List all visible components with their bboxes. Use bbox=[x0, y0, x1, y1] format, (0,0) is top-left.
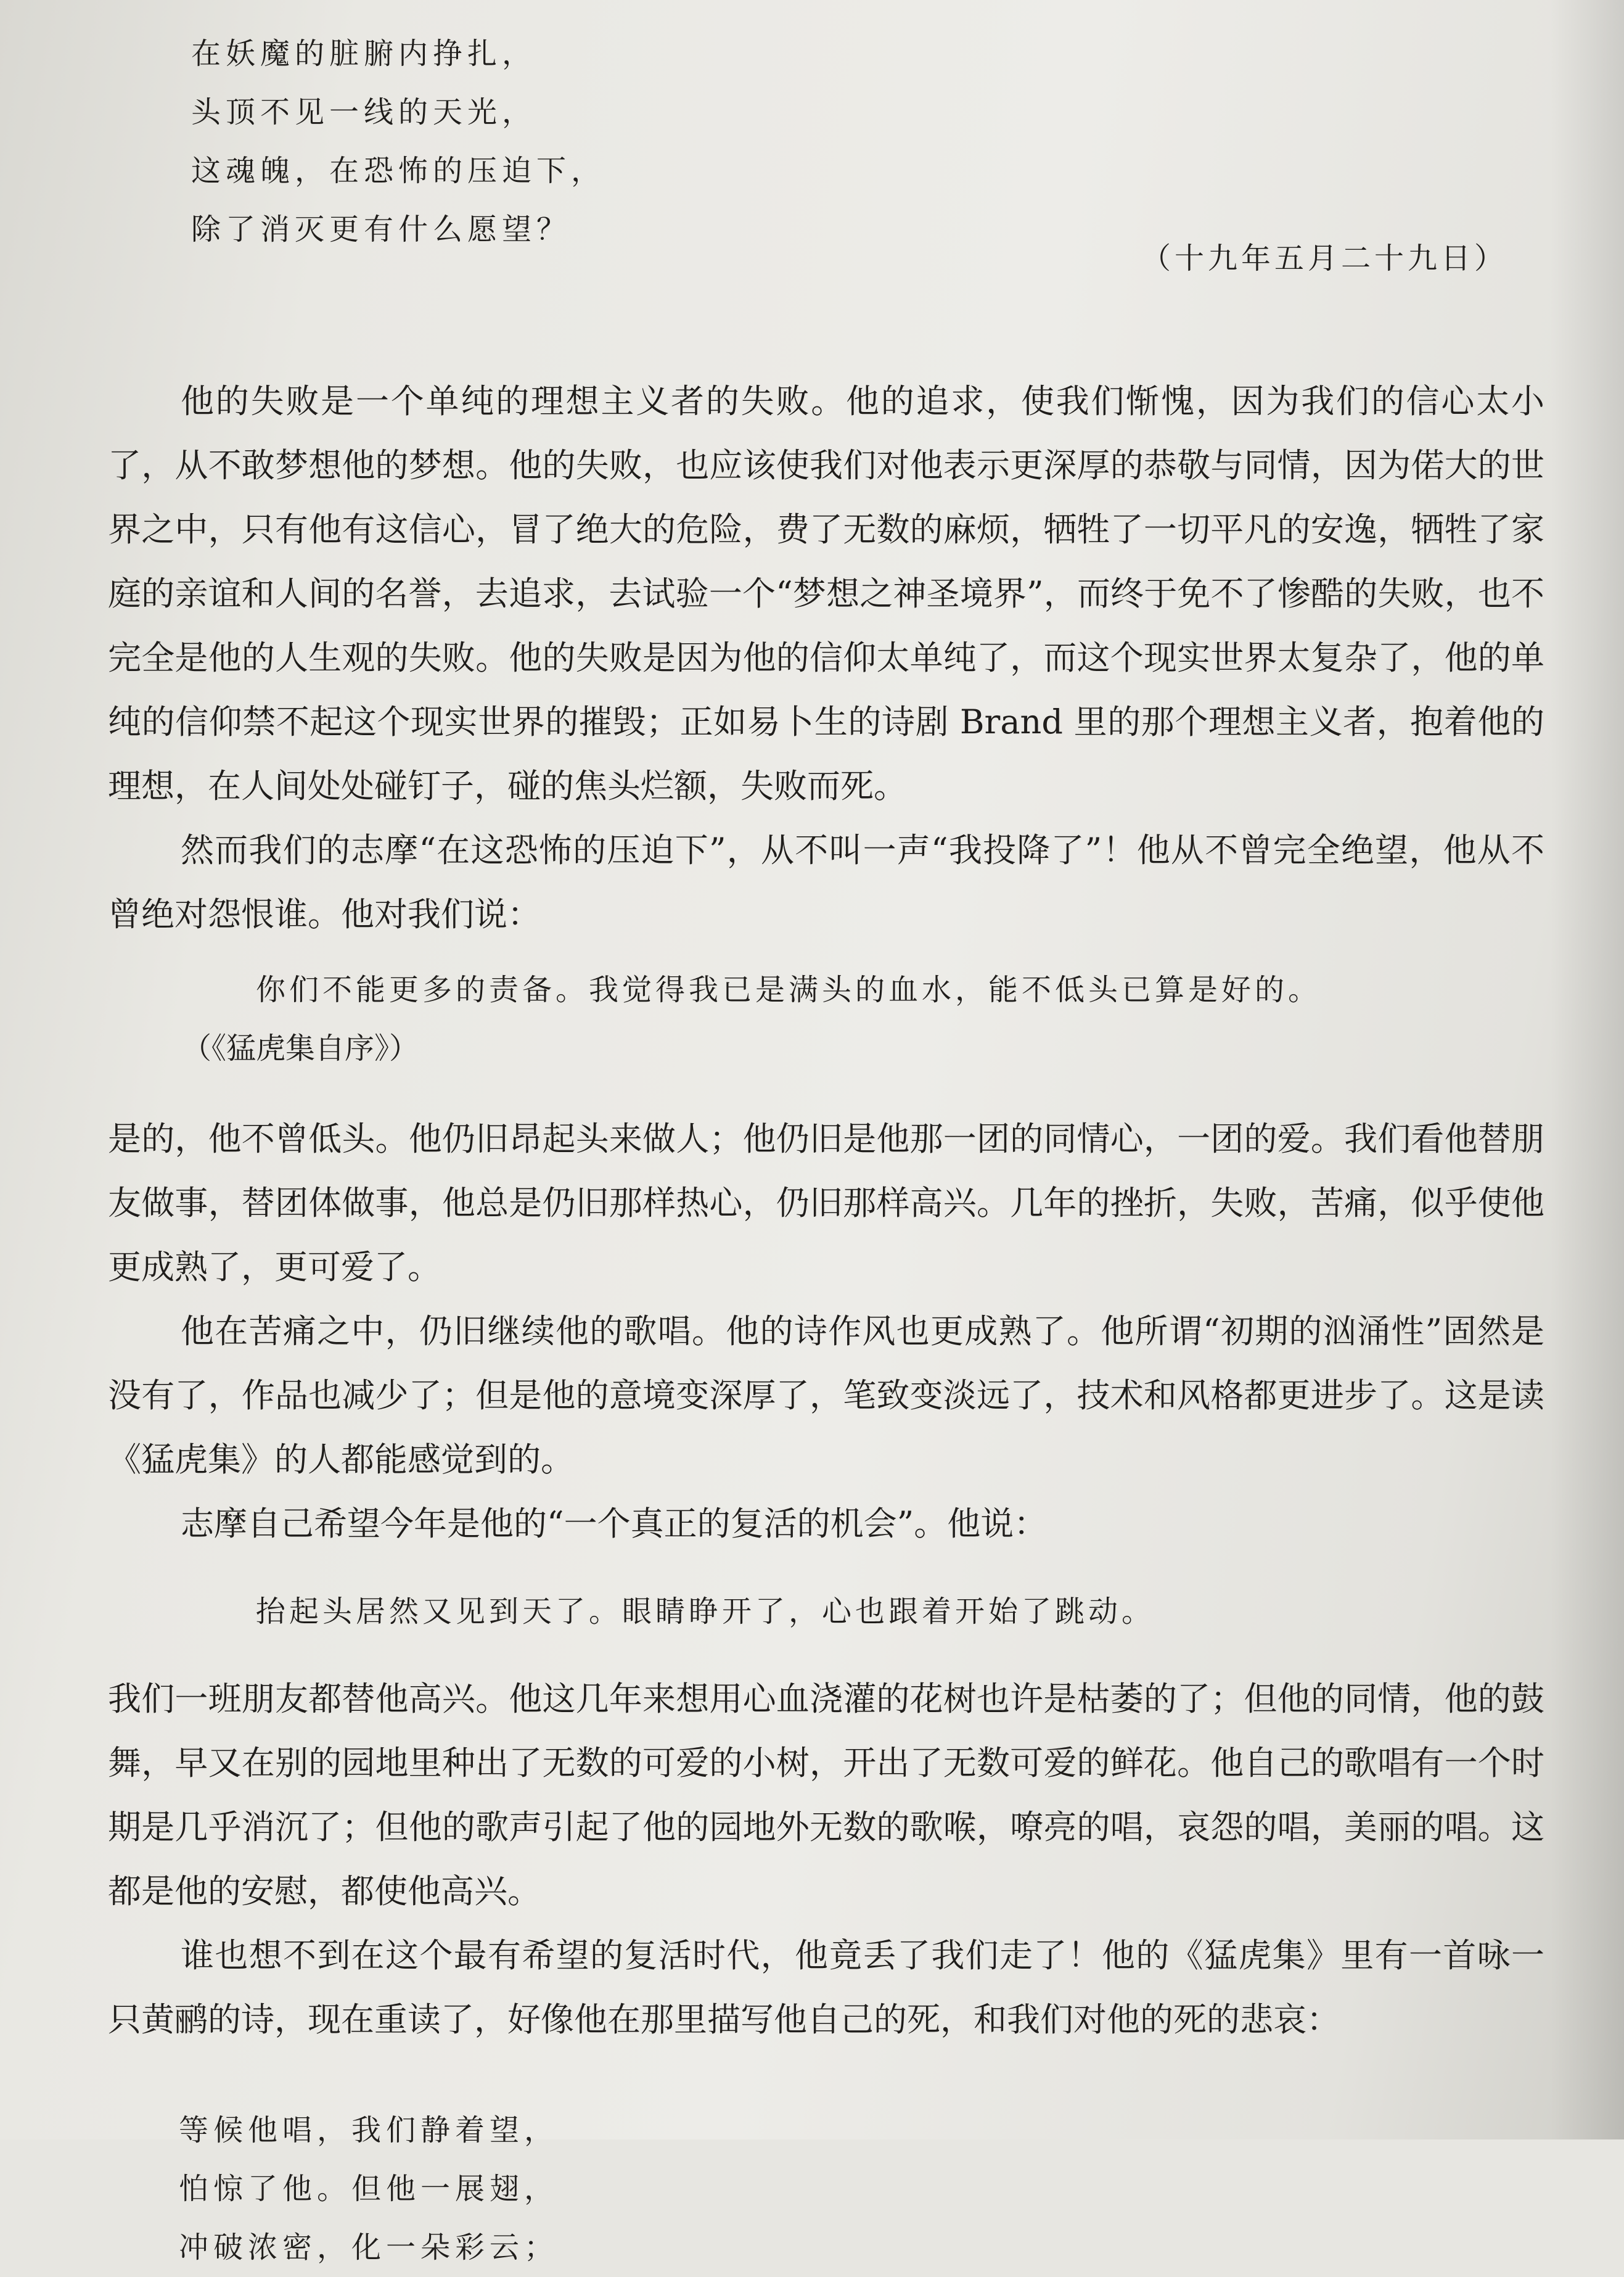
poem-top bbox=[191, 25, 1544, 259]
paragraph: 我们一班朋友都替他高兴。他这几年来想用心血浇灌的花树也许是枯萎的了；但他的同情，他的鼓舞，早又在别的园地里种出了无数的可爱的小树，开出了无数可爱的鲜花。他自己的歌唱有一个时期是几乎消沉了；但他的歌声引起了他的园地外无数的歌喉，嘹亮的唱，哀怨的唱，美丽的唱。这都是他的安慰，都使他高兴。 bbox=[108, 1679, 1544, 1911]
paragraph: 他在苦痛之中，仍旧继续他的歌唱。他的诗作风也更成熟了。他所谓“初期的汹涌性”固然是没有了，作品也减少了；但是他的意境变深厚了，笔致变淡远了，技术和风格都更进步了。这是读《猛虎集》的人都能感觉到的。 bbox=[108, 1312, 1544, 1479]
poem-line: 头顶不见一线的天光， bbox=[191, 95, 537, 130]
poem-line: 在妖魔的脏腑内挣扎， bbox=[191, 36, 537, 71]
block-quote: 抬起头居然又见到天了。眼睛睁开了，心也跟着开始了跳动。 bbox=[256, 1594, 1155, 1629]
quote-source: （《猛虎集自序》） bbox=[182, 1031, 419, 1066]
poem-line: 怕惊了他。但他一展翅， bbox=[179, 2172, 559, 2206]
paragraph: 他的失败是一个单纯的理想主义者的失败。他的追求，使我们惭愧，因为我们的信心太小了，从不敢梦想他的梦想。他的失败，也应该使我们对他表示更深厚的恭敬与同情，因为偌大的世界之中，只有他有这信心，冒了绝大的危险，费了无数的麻烦，牺牲了一切平凡的安逸，牺牲了家庭的亲谊和人间的名誉，去追求，去试验一个“梦想之神圣境界”，而终于免不了惨酷的失败，也不完全是他的人生观的失败。他的失败是因为他的信仰太单纯了，而这个现实世界太复杂了，他的单纯的信仰禁不起这个现实世界的摧毁；正如易卜生的诗剧 Brand 里的那个理想主义者，抱着他的理想，在人间处处碰钉子，碰的焦头烂额，失败而死。 bbox=[108, 382, 1544, 805]
poem-line: 除了消灭更有什么愿望？ bbox=[191, 212, 572, 247]
block-quote: 你们不能更多的责备。我觉得我已是满头的血水，能不低头已算是好的。 bbox=[256, 973, 1322, 1007]
page-edge-shadow bbox=[1550, 0, 1624, 2139]
page-content bbox=[108, 25, 1544, 2277]
poem-date: （十九年五月二十九日） bbox=[1141, 241, 1507, 276]
paragraph: 是的，他不曾低头。他仍旧昂起头来做人；他仍旧是他那一团的同情心，一团的爱。我们看他替朋友做事，替团体做事，他总是仍旧那样热心，仍旧那样高兴。几年的挫折，失败，苦痛，似乎使他更成熟了，更可爱了。 bbox=[108, 1119, 1544, 1287]
paragraph: 志摩自己希望今年是他的“一个真正的复活的机会”。他说： bbox=[181, 1504, 1048, 1543]
paragraph: 谁也想不到在这个最有希望的复活时代，他竟丢了我们走了！他的《猛虎集》里有一首咏一只黄鹂的诗，现在重读了，好像他在那里描写他自己的死，和我们对他的死的悲哀： bbox=[108, 1936, 1544, 2039]
paragraph: 然而我们的志摩“在这恐怖的压迫下”，从不叫一声“我投降了”！他从不曾完全绝望，他从不曾绝对怨恨谁。他对我们说： bbox=[108, 831, 1544, 934]
poem-line: 冲破浓密，化一朵彩云； bbox=[179, 2230, 559, 2265]
poem-bottom bbox=[179, 2101, 1544, 2277]
poem-line: 这魂魄，在恐怖的压迫下， bbox=[191, 154, 606, 188]
poem-line: 等候他唱，我们静着望， bbox=[179, 2113, 559, 2147]
